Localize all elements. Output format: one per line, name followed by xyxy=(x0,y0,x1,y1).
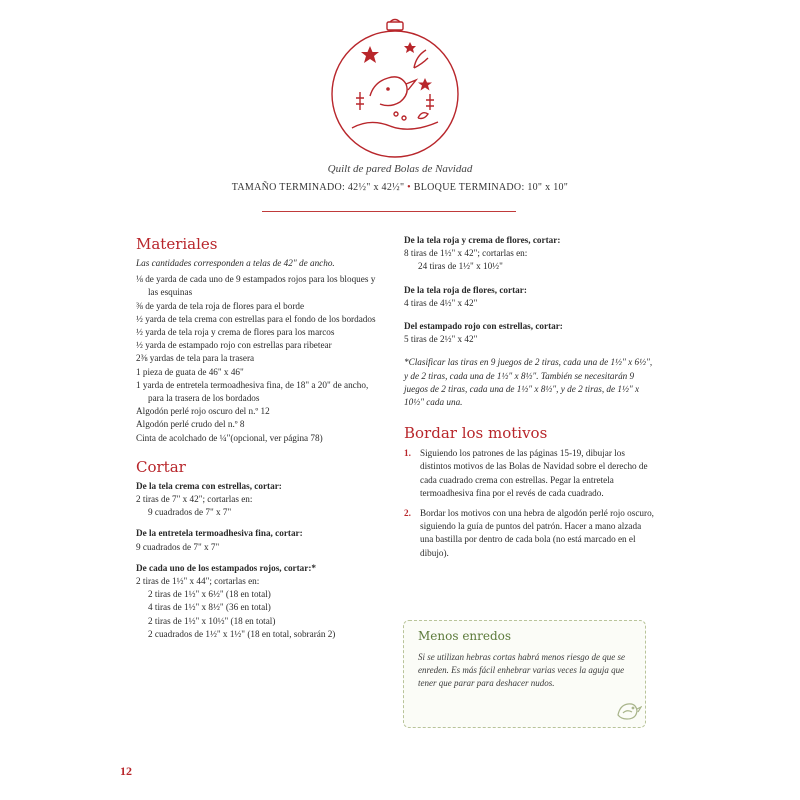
quilt-subtitle: Quilt de pared Bolas de Navidad xyxy=(327,163,473,175)
cut-section xyxy=(136,562,384,641)
cut-line: 8 tiras de 1½" x 42"; cortarlas en: xyxy=(404,248,528,259)
tip-title: Menos enredos xyxy=(418,629,512,643)
ornament-illustration xyxy=(330,18,460,158)
cut-subline: 4 tiras de 1½" x 8½" (36 en total) xyxy=(148,602,271,613)
material-item: 1 pieza de guata de 46" x 46" xyxy=(136,366,244,377)
materials-note: Las cantidades corresponden a telas de 42" de ancho. xyxy=(136,258,335,268)
step-item xyxy=(404,447,656,500)
cut-section-head: De la tela roja y crema de flores, cortar: xyxy=(404,235,561,245)
cut-section-head: De la tela crema con estrellas, cortar: xyxy=(136,480,282,491)
left-column xyxy=(136,234,384,641)
cut-subline: 9 cuadrados de 7" x 7" xyxy=(148,507,232,518)
cut-subline: 2 cuadrados de 1½" x 1½" (18 en total, sobrarán 2) xyxy=(148,628,336,639)
cut-section-head: Del estampado rojo con estrellas, cortar: xyxy=(404,321,563,332)
cut-section xyxy=(404,320,656,346)
step-item xyxy=(404,507,656,560)
step-number: 2. xyxy=(404,508,411,519)
cut-subline: 24 tiras de 1½" x 10½" xyxy=(418,261,503,272)
cut-subline: 2 tiras de 1½" x 6½" (18 en total) xyxy=(148,589,271,600)
material-item: Algodón perlé rojo oscuro del n.º 12 xyxy=(136,406,270,417)
finished-size: TAMAÑO TERMINADO: 42½" x 42½" xyxy=(231,182,405,193)
material-item: ½ yarda de estampado rojo con estrellas para ribetear xyxy=(136,340,332,351)
cut-section-head: De la tela roja de flores, cortar: xyxy=(404,284,527,295)
cut-section-head: De cada uno de los estampados rojos, cortar:* xyxy=(136,562,316,573)
cut-line: 4 tiras de 4½" x 42" xyxy=(404,297,478,308)
cut-heading: Cortar xyxy=(136,457,186,476)
cut-section-head: De la entretela termoadhesiva fina, cortar: xyxy=(136,528,303,539)
material-item: Cinta de acolchado de ¼"(opcional, ver página 78) xyxy=(136,432,323,443)
material-item: Algodón perlé crudo del n.º 8 xyxy=(136,419,245,430)
block-size: BLOQUE TERMINADO: 10" x 10" xyxy=(413,182,569,193)
embroider-steps xyxy=(404,447,656,560)
step-text: Bordar los motivos con una hebra de algodón perlé rojo oscuro, siguiendo la guía de puntos del patrón. Hacer a mano alzada una bastilla por dentro de cada bola (no está marcado en el dibujo). xyxy=(420,508,654,558)
cut-section xyxy=(404,234,656,274)
materials-list xyxy=(136,273,384,445)
cut-line: 2 tiras de 7" x 42"; cortarlas en: xyxy=(136,494,253,505)
material-item: 1 yarda de entretela termoadhesiva fina, de 18" a 20" de ancho, para la trasera de los bordados xyxy=(136,379,369,404)
right-column xyxy=(404,234,656,567)
material-item: ⅛ de yarda de cada uno de 9 estampados rojos para los bloques y las esquinas xyxy=(136,274,376,298)
header-divider xyxy=(262,211,516,212)
material-item: ⅜ de yarda de tela roja de flores para el borde xyxy=(136,300,305,311)
embroider-heading: Bordar los motivos xyxy=(404,424,548,443)
step-number: 1. xyxy=(404,448,411,459)
step-text: Siguiendo los patrones de las páginas 15-19, dibujar los distintos motivos de las Bolas de Navidad sobre el derecho de cada cuadrado crema con estrellas. Pegar la entretela termoadhesiva fina por el revés de cada cuadrado. xyxy=(420,448,648,498)
cut-section xyxy=(404,284,656,310)
cut-line: 2 tiras de 1½" x 44"; cortarlas en: xyxy=(136,576,260,587)
tip-box xyxy=(403,620,646,728)
material-item: ½ yarda de tela roja y crema de flores para los marcos xyxy=(136,327,335,338)
cut-subline: 2 tiras de 1½" x 10½" (18 en total) xyxy=(148,615,276,626)
bird-icon xyxy=(614,697,642,725)
materials-heading: Materiales xyxy=(136,235,218,253)
cut-line: 9 cuadrados de 7" x 7" xyxy=(136,541,220,552)
separator-bullet: • xyxy=(407,182,411,193)
page-number: 12 xyxy=(120,764,132,778)
material-item: ½ yarda de tela crema con estrellas para el fondo de los bordados xyxy=(136,313,376,324)
tip-body: Si se utilizan hebras cortas habrá menos riesgo de que se enreden. Es más fácil enhebrar varias veces la aguja que tener que parar para deshacer nudos. xyxy=(418,652,625,689)
material-item: 2⅜ yardas de tela para la trasera xyxy=(136,353,255,364)
cut-section xyxy=(136,480,384,520)
cut-section xyxy=(136,527,384,553)
cut-line: 5 tiras de 2½" x 42" xyxy=(404,334,478,345)
sorting-note: *Clasificar las tiras en 9 juegos de 2 tiras, cada una de 1½" x 6½", y de 2 tiras, cada una de 1½" x 8½". También se necesitarán 9 juegos de 2 tiras, cada una de 1½" x 8½", y de 2 tiras, de 1½" x 10½" cada una. xyxy=(404,357,653,408)
size-line xyxy=(0,182,800,193)
